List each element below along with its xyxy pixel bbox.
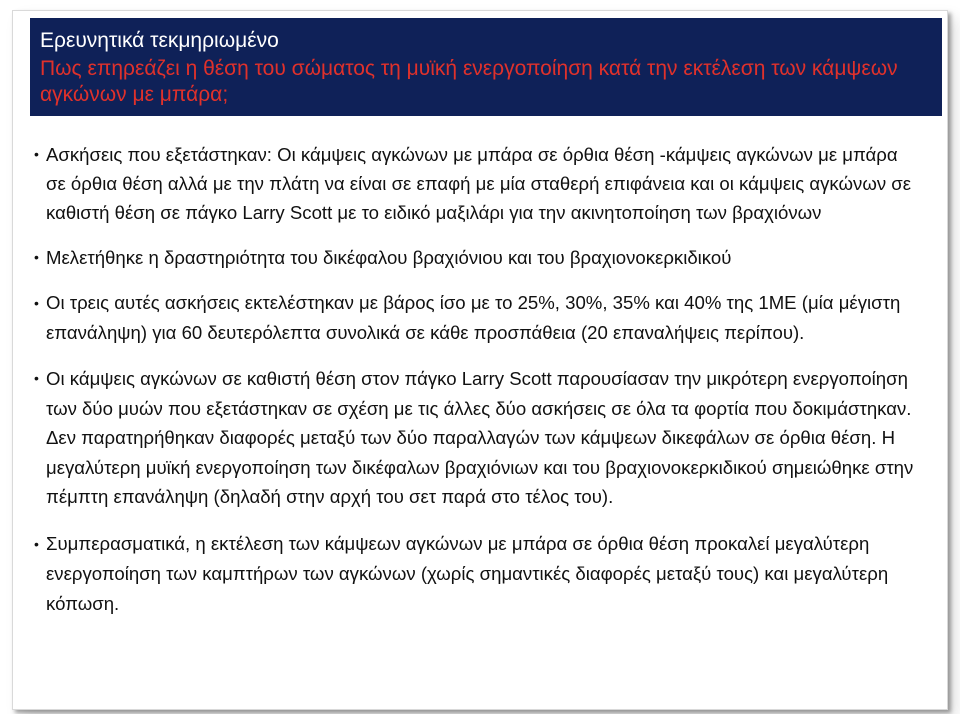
bullet-item — [34, 288, 920, 348]
slide-title: Ερευνητικά τεκμηριωμένο — [40, 29, 279, 52]
bullet-dot-icon: • — [34, 295, 39, 311]
bullet-item — [34, 364, 920, 512]
bullet-text: Συμπερασματικά, η εκτέλεση των κάμψεων αγκώνων με μπάρα σε όρθια θέση προκαλεί μεγαλύτερη ενεργοποίηση των καμπτήρων των αγκώνων (χωρίς σημαντικές διαφορές μεταξύ τους) και μεγαλύτερη κόπωση. — [46, 532, 889, 614]
bullet-item — [34, 529, 920, 619]
bullet-text: Οι τρεις αυτές ασκήσεις εκτελέστηκαν με βάρος ίσο με το 25%, 30%, 35% και 40% της 1ΜΕ (μία μέγιστη επανάληψη) για 60 δευτερόλεπτα συνολικά σε κάθε προσπάθεια (20 επαναλήψεις περίπου). — [46, 292, 901, 343]
bullet-dot-icon: • — [34, 249, 39, 265]
bullet-item — [34, 243, 920, 272]
bullet-item — [34, 140, 920, 227]
bullet-dot-icon: • — [34, 146, 39, 162]
slide-question: Πως επηρεάζει η θέση του σώματος τη μυϊκή ενεργοποίηση κατά την εκτέλεση των κάμψεων αγκώνων με μπάρα; — [40, 57, 898, 106]
bullet-list — [34, 140, 920, 619]
bullet-text: Ασκήσεις που εξετάστηκαν: Οι κάμψεις αγκώνων με μπάρα σε όρθια θέση -κάμψεις αγκώνων με μπάρα σε όρθια θέση αλλά με την πλάτη να είναι σε επαφή με μία σταθερή επιφάνεια και οι κάμψεις αγκώνων σε καθιστή θέση σε πάγκο Larry Scott με το ειδικό μαξιλάρι για την ακινητοποίηση των βραχιόνων — [46, 144, 912, 223]
bullet-text: Οι κάμψεις αγκώνων σε καθιστή θέση στον πάγκο Larry Scott παρουσίασαν την μικρότερη ενεργοποίηση των δύο μυών που εξετάστηκαν σε σχέση με τις άλλες δύο ασκήσεις σε όλα τα φορτία που δοκιμάστηκαν. Δεν παρατηρήθηκαν διαφορές μεταξύ των δύο παραλλαγών των κάμψεων δικεφάλων σε όρθια θέση. Η μεγαλύτερη μυϊκή ενεργοποίηση των δικέφαλων βραχιόνιων και του βραχιονοκερκιδικού σημειώθηκε στην πέμπτη επανάληψη (δηλαδή στην αρχή του σετ παρά στο τέλος του). — [46, 368, 914, 507]
bullet-dot-icon: • — [34, 370, 39, 386]
bullet-dot-icon: • — [34, 535, 39, 552]
bullet-text: Μελετήθηκε η δραστηριότητα του δικέφαλου βραχιόνιου και του βραχιονοκερκιδικού — [46, 247, 732, 268]
